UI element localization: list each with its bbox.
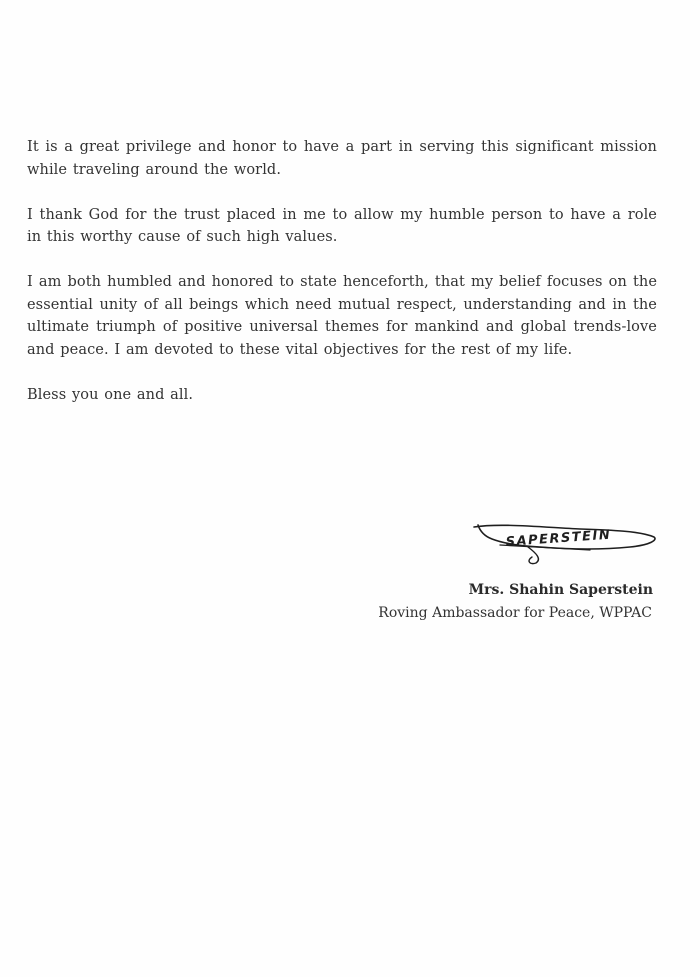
paragraph-blessing: Bless you one and all. <box>27 386 194 403</box>
paragraph-privilege: It is a great privilege and honor to have a part in serving this significant mission while traveling around the world. <box>27 139 657 178</box>
handwritten-signature <box>470 517 660 567</box>
paragraph-belief: I am both humbled and honored to state henceforth, that my belief focuses on the essential unity of all beings which need mutual respect, understanding and in the ultimate triumph of positive universal themes for mankind and global trends-love and peace. I am devoted to these vital objectives for the rest of my life. <box>27 274 657 358</box>
paragraph-thanks: I thank God for the trust placed in me to allow my humble person to have a role in this worthy cause of such high values. <box>27 206 657 246</box>
signature-icon <box>470 517 660 567</box>
signatory-name: Mrs. Shahin Saperstein <box>468 582 653 598</box>
svg-text:SAPERSTEIN: SAPERSTEIN <box>505 527 612 550</box>
letter-body <box>27 136 657 429</box>
signatory-title: Roving Ambassador for Peace, WPPAC <box>378 605 652 621</box>
